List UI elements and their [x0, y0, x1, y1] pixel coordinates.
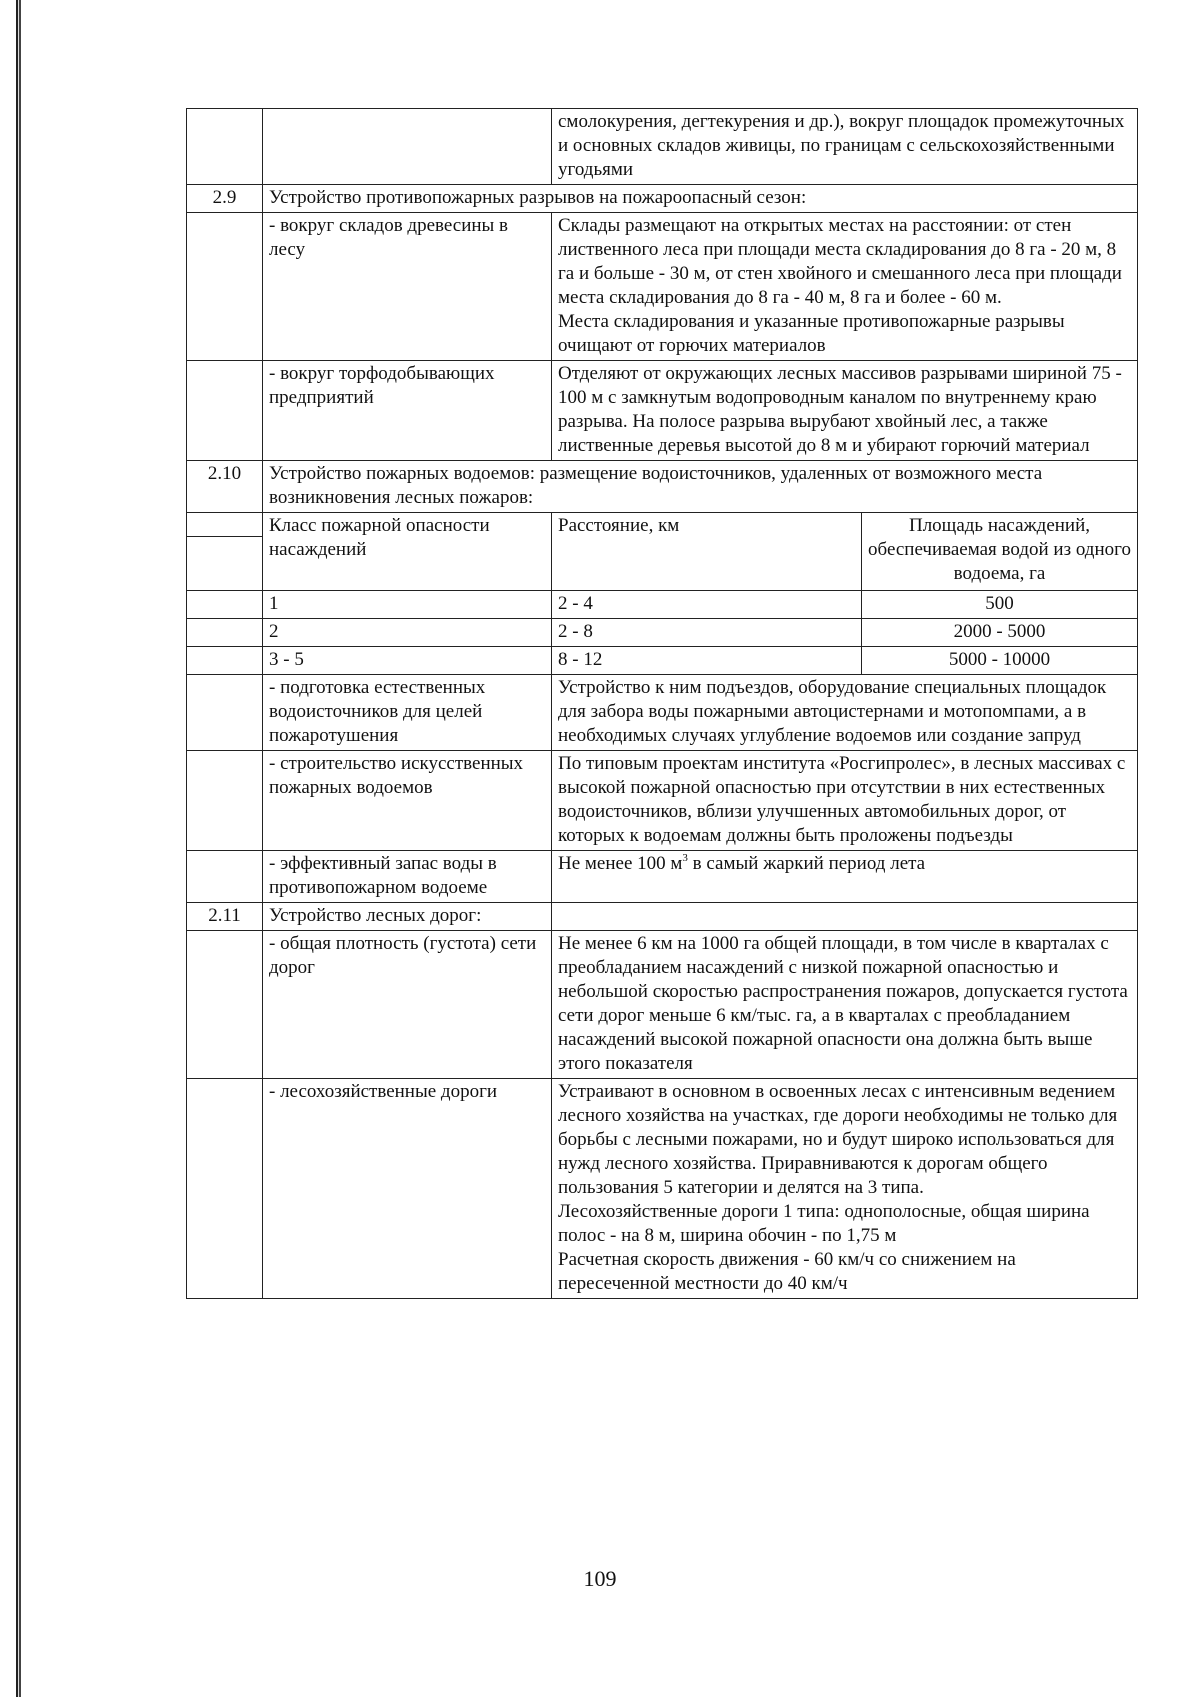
- item-text: Склады размещают на открытых местах на расстоянии: от стен лиственного леса при площади места складирования до 8 га - 20 м, 8 га и больше - 30 м, от стен хвойного и смешанного леса при площади места складирования до 8 га - 40 м, 8 га и более - 60 м. Места складирования и указанные противопожарные разрывы очищают от горючих материалов: [552, 213, 1138, 361]
- subtable-header-row: [187, 513, 1138, 537]
- num-cell-empty: [187, 109, 263, 185]
- table-row: [187, 361, 1138, 461]
- section-row-2-10: [187, 461, 1138, 513]
- label-cell-empty: [263, 109, 552, 185]
- subtable-cell-distance: 2 - 8: [552, 619, 862, 647]
- num-cell-empty: [187, 591, 263, 619]
- subtable-cell-class: 3 - 5: [263, 647, 552, 675]
- subtable-cell-area: 500: [862, 591, 1138, 619]
- item-label: - лесохозяйственные дороги: [263, 1079, 552, 1299]
- subtable-cell-class: 1: [263, 591, 552, 619]
- num-cell-empty: [187, 361, 263, 461]
- num-cell-empty: [187, 213, 263, 361]
- item-text: По типовым проектам института «Росгипролес», в лесных массивах с высокой пожарной опасностью при отсутствии в них естественных водоисточников, вблизи улучшенных автомобильных дорог, от которых к водоемам должны быть проложены подъезды: [552, 751, 1138, 851]
- num-cell-empty: [187, 537, 263, 591]
- subtable-cell-area: 5000 - 10000: [862, 647, 1138, 675]
- num-cell-empty: [187, 513, 263, 537]
- num-cell-empty: [187, 851, 263, 903]
- item-label: - вокруг складов древесины в лесу: [263, 213, 552, 361]
- water-text-after: в самый жаркий период лета: [687, 853, 926, 874]
- subtable-row: [187, 619, 1138, 647]
- page-number: 109: [583, 1566, 617, 1591]
- binding-edge: [16, 0, 21, 1697]
- section-number: 2.11: [187, 903, 263, 931]
- section-title: Устройство пожарных водоемов: размещение водоисточников, удаленных от возможного места возникновения лесных пожаров:: [263, 461, 1138, 513]
- subtable-row: [187, 647, 1138, 675]
- item-label: - эффективный запас воды в противопожарном водоеме: [263, 851, 552, 903]
- section-number: 2.10: [187, 461, 263, 513]
- section-row-2-11: [187, 903, 1138, 931]
- regulation-table: [186, 108, 1138, 1299]
- num-cell-empty: [187, 1079, 263, 1299]
- table-row: [187, 213, 1138, 361]
- num-cell-empty: [187, 619, 263, 647]
- subtable-row: [187, 591, 1138, 619]
- num-cell-empty: [187, 647, 263, 675]
- item-text: [552, 851, 1138, 903]
- item-text: Отделяют от окружающих лесных массивов разрывами шириной 75 - 100 м с замкнутым водопроводным каналом по внутреннему краю разрыва. На полосе разрыва вырубают хвойный лес, а также лиственные деревья высотой до 8 м и убирают горючий материал: [552, 361, 1138, 461]
- table-row-continuation: [187, 109, 1138, 185]
- section-title: Устройство лесных дорог:: [263, 903, 552, 931]
- item-label: - общая плотность (густота) сети дорог: [263, 931, 552, 1079]
- num-cell-empty: [187, 751, 263, 851]
- item-text: Устройство к ним подъездов, оборудование специальных площадок для забора воды пожарными автоцистернами и мотопомпами, а в необходимых случаях углубление водоемов или создание запруд: [552, 675, 1138, 751]
- item-label: - вокруг торфодобывающих предприятий: [263, 361, 552, 461]
- num-cell-empty: [187, 675, 263, 751]
- water-text-before: Не менее 100 м: [558, 853, 683, 874]
- subtable-cell-distance: 2 - 4: [552, 591, 862, 619]
- section-title: Устройство противопожарных разрывов на пожароопасный сезон:: [263, 185, 1138, 213]
- subtable-header-class: Класс пожарной опасности насаждений: [263, 513, 552, 591]
- table-row: [187, 851, 1138, 903]
- item-text: Не менее 6 км на 1000 га общей площади, в том числе в кварталах с преобладанием насаждений с низкой пожарной опасностью и небольшой скоростью распространения пожаров, допускается густота сети дорог меньше 6 км/тыс. га, а в кварталах с преобладанием насаждений высокой пожарной опасности она должна быть выше этого показателя: [552, 931, 1138, 1079]
- section-row-2-9: [187, 185, 1138, 213]
- table-row: [187, 675, 1138, 751]
- table-row: [187, 751, 1138, 851]
- subtable-cell-class: 2: [263, 619, 552, 647]
- item-text: Устраивают в основном в освоенных лесах с интенсивным ведением лесного хозяйства на участках, где дороги необходимы не только для борьбы с лесными пожарами, но и будут широко использоваться для нужд лесного хозяйства. Приравниваются к дорогам общего пользования 5 категории и делятся на 3 типа. Лесохозяйственные дороги 1 типа: однополосные, общая ширина полос - на 8 м, ширина обочин - по 1,75 м Расчетная скорость движения - 60 км/ч со снижением на пересеченной местности до 40 км/ч: [552, 1079, 1138, 1299]
- cubic-superscript: 3: [682, 852, 688, 864]
- text-cell-empty: [552, 903, 1138, 931]
- subtable-cell-area: 2000 - 5000: [862, 619, 1138, 647]
- item-label: - подготовка естественных водоисточников для целей пожаротушения: [263, 675, 552, 751]
- subtable-header-area: Площадь насаждений, обеспечиваемая водой из одного водоема, га: [862, 513, 1138, 591]
- subtable-header-distance: Расстояние, км: [552, 513, 862, 591]
- num-cell-empty: [187, 931, 263, 1079]
- table-row: [187, 931, 1138, 1079]
- table-row: [187, 1079, 1138, 1299]
- item-label: - строительство искусственных пожарных водоемов: [263, 751, 552, 851]
- section-number: 2.9: [187, 185, 263, 213]
- subtable-cell-distance: 8 - 12: [552, 647, 862, 675]
- row-text: смолокурения, дегтекурения и др.), вокруг площадок промежуточных и основных складов живицы, по границам с сельскохозяйственными угодьями: [552, 109, 1138, 185]
